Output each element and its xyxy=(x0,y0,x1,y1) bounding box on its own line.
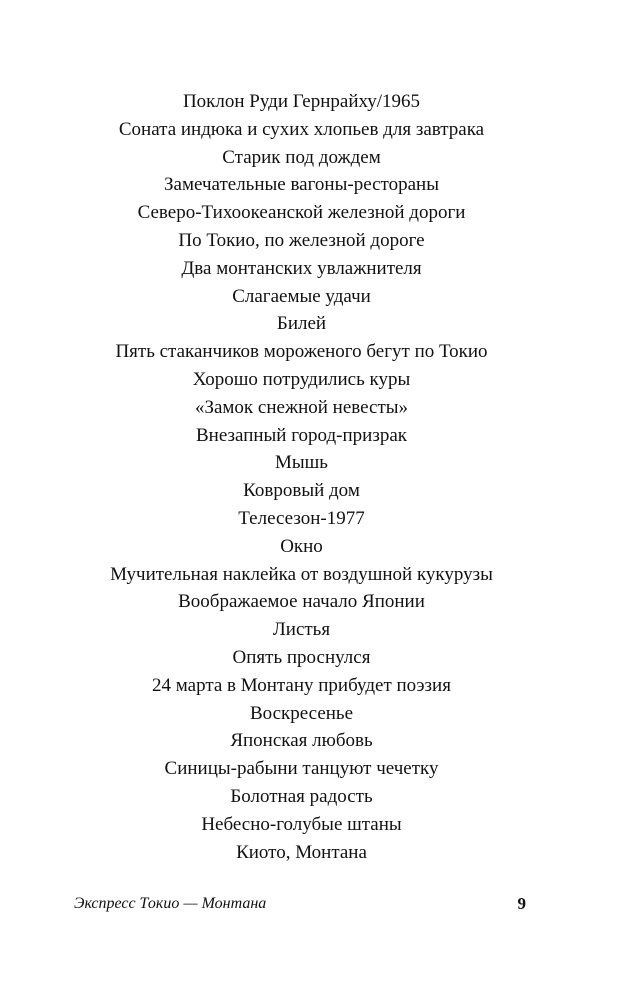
contents-item: Мышь xyxy=(275,452,328,474)
contents-item: Листья xyxy=(272,619,331,641)
contents-item: Внезапный город-призрак xyxy=(196,424,407,446)
contents-item: Северо-Тихоокеанской железной дороги xyxy=(137,202,466,224)
contents-list xyxy=(0,88,603,866)
contents-item: Пять стаканчиков мороженого бегут по Токио xyxy=(115,341,488,363)
contents-item: Хорошо потрудились куры xyxy=(192,368,411,390)
page-footer xyxy=(74,891,526,917)
contents-item: Замечательные вагоны-рестораны xyxy=(164,174,439,196)
contents-item: Ковровый дом xyxy=(243,480,360,502)
contents-item: 24 марта в Монтану прибудет поэзия xyxy=(152,674,451,696)
running-title: Экспресс Токио — Монтана xyxy=(74,895,267,912)
contents-item: Старик под дождем xyxy=(222,146,381,168)
contents-item: Небесно-голубые штаны xyxy=(201,813,402,835)
contents-item: Воскресенье xyxy=(249,702,354,724)
contents-item: Японская любовь xyxy=(230,730,373,752)
contents-item: Окно xyxy=(280,535,323,557)
contents-item: Синицы-рабыни танцуют чечетку xyxy=(164,758,439,780)
contents-item: Опять проснулся xyxy=(232,646,371,668)
contents-item: Болотная радость xyxy=(230,785,373,807)
contents-item: Воображаемое начало Японии xyxy=(178,591,425,613)
contents-item: Соната индюка и сухих хлопьев для завтрака xyxy=(118,118,485,140)
contents-item: Киото, Монтана xyxy=(236,841,367,863)
contents-item: Билей xyxy=(276,313,327,335)
contents-item: «Замок снежной невесты» xyxy=(194,396,409,418)
contents-item: Мучительная наклейка от воздушной кукурузы xyxy=(110,563,493,585)
contents-item: Два монтанских увлажнителя xyxy=(181,257,422,279)
contents-item: Телесезон-1977 xyxy=(238,507,365,529)
page-number: 9 xyxy=(517,894,526,913)
contents-item: По Токио, по железной дороге xyxy=(178,229,425,251)
contents-item: Поклон Руди Гернрайху/1965 xyxy=(182,91,421,112)
contents-item: Слагаемые удачи xyxy=(232,285,371,307)
